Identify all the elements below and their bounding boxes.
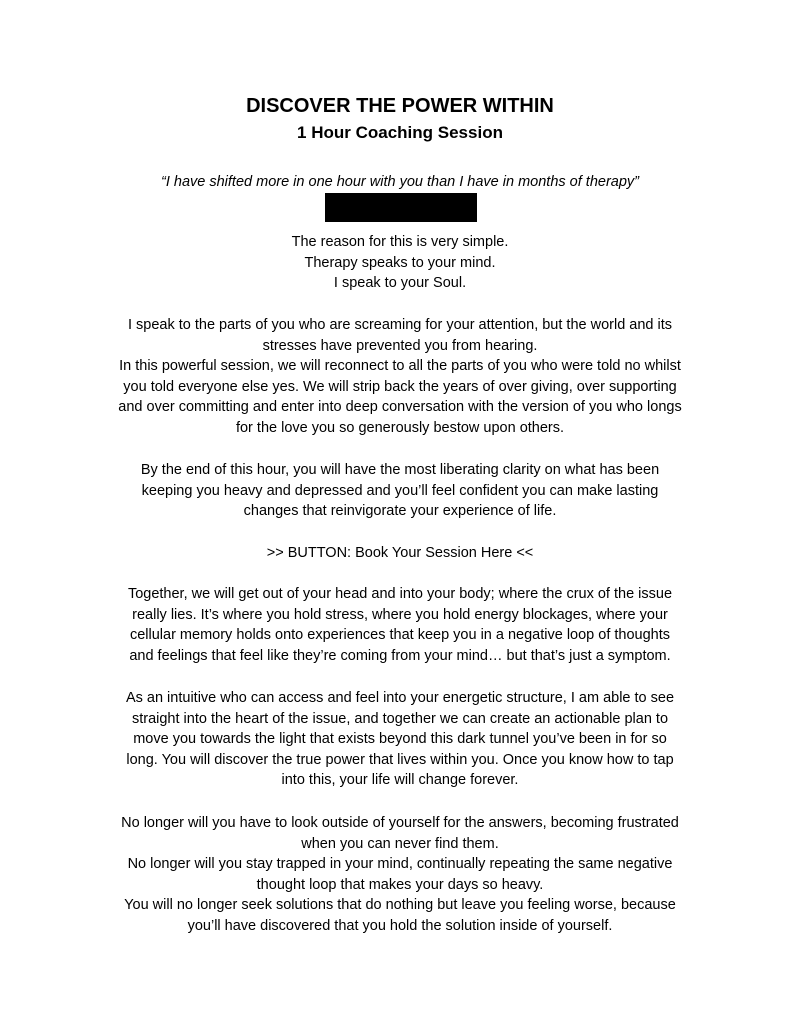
paragraph-line: for the love you so generously bestow upon others. [235,419,565,436]
paragraph-line: you told everyone else yes. We will strip back the years of over giving, over supporting [123,378,677,395]
paragraph-line: cellular memory holds onto experiences that keep you in a negative loop of thoughts [129,627,671,644]
paragraph-line: long. You will discover the true power that lives within you. Once you know how to tap [126,751,674,768]
paragraph-line: when you can never find them. [301,835,499,852]
intro-line: The reason for this is very simple. [291,234,509,250]
paragraph-line: In this powerful session, we will reconnect to all the parts of you who were told no whilst [119,358,681,375]
paragraph-line: and over committing and enter into deep conversation with the version of you who longs [118,399,682,416]
paragraph-5 [80,813,720,937]
paragraph-line: straight into the heart of the issue, and together we can create an actionable plan to [131,710,669,727]
paragraph-line: and feelings that feel like they’re coming from your mind… but that’s just a symptom. [129,647,671,664]
testimonial-quote: “I have shifted more in one hour with you than I have in months of therapy” [161,174,639,190]
paragraph-2 [80,460,720,522]
paragraph-line: stresses have prevented you from hearing. [262,337,538,354]
paragraph-line: No longer will you stay trapped in your mind, continually repeating the same negative [127,856,673,873]
intro-paragraph [80,232,720,294]
paragraph-line: into this, your life will change forever. [281,772,519,789]
paragraph-line: No longer will you have to look outside of yourself for the answers, becoming frustrated [121,815,679,831]
redacted-name-block [325,193,477,222]
intro-line: I speak to your Soul. [333,275,467,292]
paragraph-line: You will no longer seek solutions that do nothing but leave you feeling worse, because [124,897,676,914]
paragraph-line: As an intuitive who can access and feel into your energetic structure, I am able to see [125,690,675,706]
paragraph-line: By the end of this hour, you will have the most liberating clarity on what has been [140,462,660,478]
paragraph-3 [80,584,720,666]
intro-line: Therapy speaks to your mind. [304,254,496,271]
book-session-cta[interactable] [80,543,720,564]
paragraph-line: changes that reinvigorate your experience of life. [243,503,557,520]
book-session-cta-label: >> BUTTON: Book Your Session Here << [266,545,534,561]
paragraph-line: Together, we will get out of your head and into your body; where the crux of the issue [127,586,673,602]
page-title: DISCOVER THE POWER WITHIN [246,95,554,117]
paragraph-line: I speak to the parts of you who are screaming for your attention, but the world and its [127,317,673,333]
paragraph-line: thought loop that makes your days so heavy. [256,876,544,893]
paragraph-4 [80,688,720,791]
paragraph-line: really lies. It’s where you hold stress, where you hold energy blockages, where your [132,606,668,623]
page-subtitle: 1 Hour Coaching Session [297,123,503,142]
paragraph-line: keeping you heavy and depressed and you’ll feel confident you can make lasting [141,482,659,499]
paragraph-1 [80,315,720,439]
paragraph-line: move you towards the light that exists beyond this dark tunnel you’ve been in for so [133,731,667,748]
paragraph-line: you’ll have discovered that you hold the solution inside of yourself. [187,917,613,934]
